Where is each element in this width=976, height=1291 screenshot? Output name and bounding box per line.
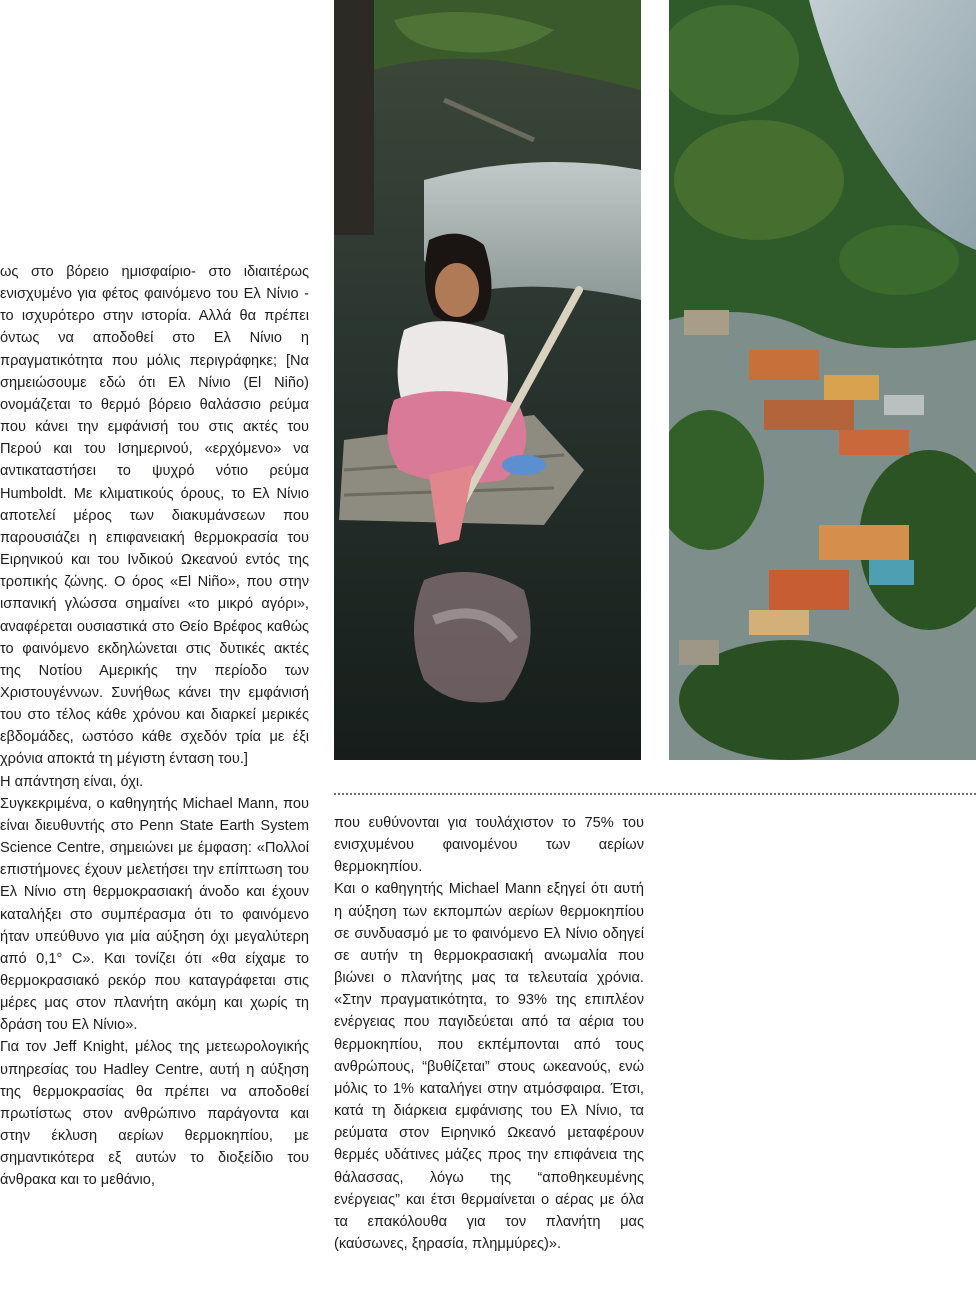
photo-flooded-village-aerial (669, 0, 976, 760)
paragraph-energy-oceans: Και ο καθηγητής Michael Mann εξηγεί ότι αυτή η αύξηση των εκπομπών αερίων θερμοκηπίου σε συνδυασμό με το φαινόμενο Ελ Νίνιο οδηγεί σε αυτήν τη θερμοκρασιακή ανωμαλία που βιώνει ο πλανήτης μας τα τελευταία χρόνια. «Στην πραγματικότητα, το 93% της επιπλέον ενέργειας που παγιδεύεται από τα αέρια του θερμοκηπίου, που εκπέμπονται από τους ανθρώπους, “βυθίζεται” στους ωκεανούς, ενώ μόλις το 1% καταλήγει στην ατμόσφαιρα. Έτσι, κατά τη διάρκεια εμφάνισης του Ελ Νίνιο, τα ρεύματα στον Ειρηνικό Ωκεανό μεταφέρουν θερμές υδάτινες μάζες προς την επιφάνεια της θάλασσας, λόγω της “αποθηκευμένης ενέργειας” και έτσι θερμαίνεται ο αέρας με όλα τα επακόλουθα για τον πλανήτη μας (καύσωνες, ξηρασία, πλημμύρες)». (334, 881, 644, 1252)
photo-girl-paddling-raft (334, 0, 641, 760)
paragraph-greenhouse-share: που ευθύνονται για τουλάχιστον το 75% του ενισχυμένου φαινομένου των αερίων θερμοκηπίου. (334, 815, 644, 876)
paragraph-el-nino-intro: ως στο βόρειο ημισφαίριο- στο ιδιαιτέρως ενισχυμένο για φέτος φαινόμενο του Ελ Νίνιο - το ισχυρότερο στην ιστορία. Αλλά θα πρέπει όντως να αποδοθεί στο Ελ Νίνιο η πραγματικότητα που μόλις περιγράφηκε; [Να σημειώσουμε εδώ ότι Ελ Νίνιο (El Niño) ονομάζεται το θερμό βόρειο θαλάσσιο ρεύμα που κάνει την εμφάνισή του στις ακτές του Περού και του Ισημερινού, «ερχόμενο» να αντικαταστήσει το ψυχρό νότιο ρεύμα Humboldt. Με κλιματικούς όρους, το Ελ Νίνιο αποτελεί μέρος των διακυμάνσεων που παρουσιάζει η επιφανειακή θερμοκρασία του Ειρηνικού και του Ινδικού Ωκεανού εντός της τροπικής ζώνης. Ο όρος «El Niño», που στην ισπανική γλώσσα σημαίνει «το μικρό αγόρι», αναφέρεται ουσιαστικά στο Θείο Βρέφος καθώς το φαινόμενο εκδηλώνεται στις δυτικές ακτές της Νοτίου Αμερικής την περίοδο των Χριστουγέννων. Συνήθως κάνει την εμφάνισή του στο τέλος κάθε χρόνου και διαρκεί μερικές εβδομάδες, ωστόσο κάθε σχεδόν τρία με έξι χρόνια αποκτά τη μέγιστη ένταση του.] (0, 264, 309, 768)
paragraph-answer: Η απάντηση είναι, όχι. (0, 773, 144, 790)
section-divider (334, 793, 976, 795)
girl-raft-illustration (334, 0, 641, 760)
article-column-right (334, 812, 644, 1255)
paragraph-jeff-knight: Για τον Jeff Knight, μέλος της μετεωρολογικής υπηρεσίας του Hadley Centre, αυτή η αύξηση της θερμοκρασίας θα πρέπει να αποδοθεί πρωτίστως στον ανθρώπινο παράγοντα και στην έκλυση αερίων θερμοκηπίου, με σημαντικότερα εξ αυτών το διοξείδιο του άνθρακα και το μεθάνιο, (0, 1039, 309, 1189)
paragraph-michael-mann: Συγκεκριμένα, ο καθηγητής Michael Mann, που είναι διευθυντής στο Penn State Earth System Science Centre, σημειώνει με έμφαση: «Πολλοί επιστήμονες έχουν μελετήσει την επίπτωση του Ελ Νίνιο στη θερμοκρασιακή άνοδο και έχουν καταλήξει στο συμπέρασμα ότι το φαινόμενο ήταν υπεύθυνο για μία αύξηση όχι μεγαλύτερη από 0,1° C». Και τονίζει ότι «θα είχαμε το θερμοκρασιακό ρεκόρ που καταγράφεται στις μέρες μας στον πλανήτη ακόμη και χωρίς τη δράση του Ελ Νίνιο». (0, 795, 309, 1034)
flooded-village-illustration (669, 0, 976, 760)
article-column-left (0, 261, 309, 1192)
